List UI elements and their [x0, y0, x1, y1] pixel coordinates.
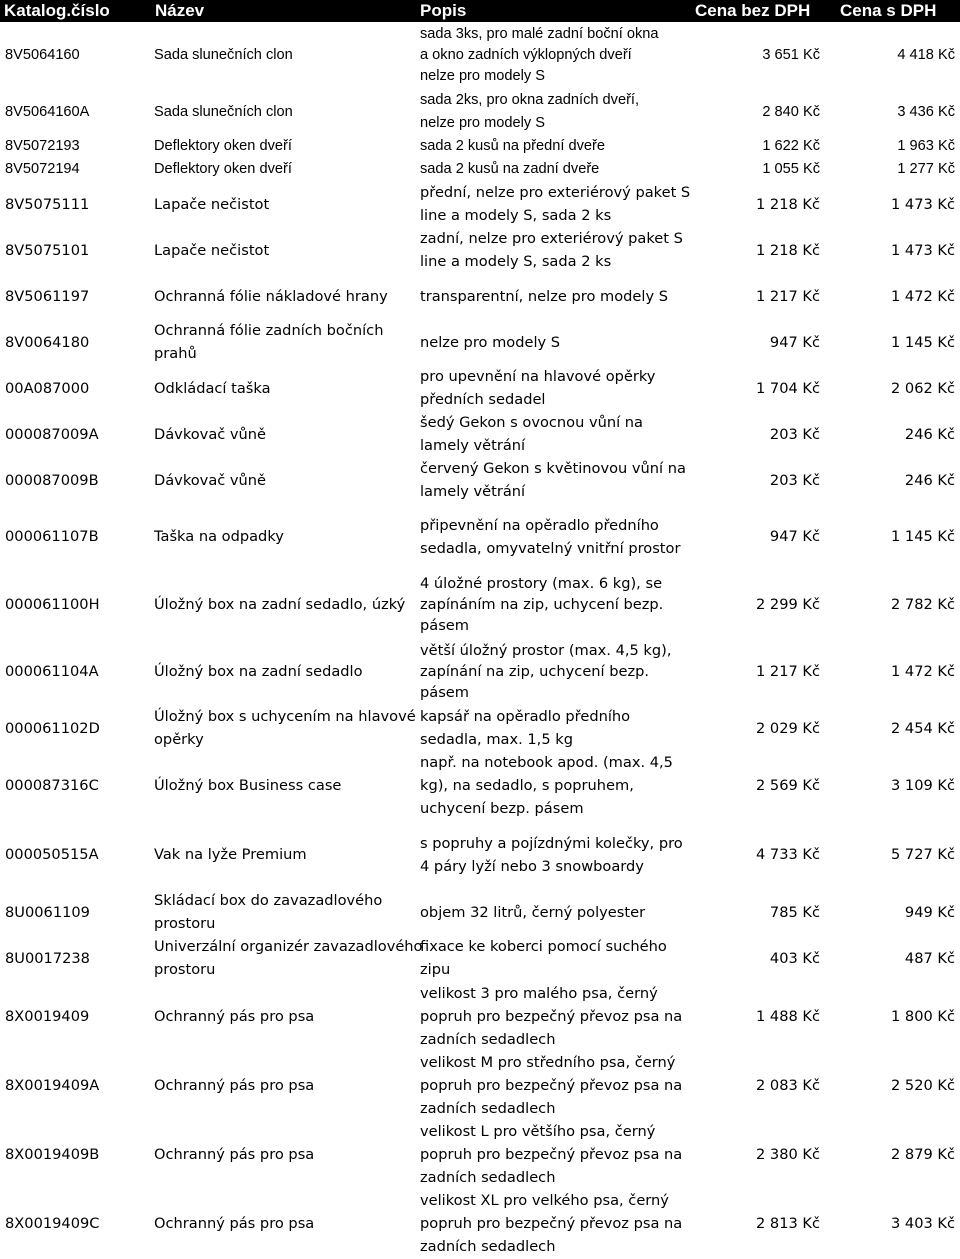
product-description	[420, 319, 682, 365]
price-with-vat	[830, 227, 955, 273]
product-name-line: Úložný box na zadní sedadlo, úzký	[154, 595, 406, 613]
price-with-vat	[830, 935, 955, 981]
product-description-line: zadní, nelze pro exteriérový paket S	[420, 230, 683, 247]
product-name	[154, 935, 423, 981]
product-name	[154, 89, 414, 135]
product-description-line: uchycení bezp. pásem	[420, 800, 584, 817]
table-row	[0, 1189, 960, 1258]
catalog-number	[5, 889, 150, 935]
product-name-line: Lapače nečistot	[154, 195, 270, 213]
price-with-vat-text: 1 277 Kč	[897, 160, 955, 177]
product-name	[154, 22, 414, 89]
product-description	[420, 1120, 682, 1189]
price-without-vat-text: 1 217 Kč	[755, 287, 820, 305]
product-description-line: fixace ke koberci pomocí suchého	[420, 938, 667, 955]
catalog-number	[5, 411, 150, 457]
product-name-line: Skládací box do zavazadlového	[154, 892, 383, 909]
price-with-vat-text: 4 418 Kč	[897, 47, 955, 63]
price-with-vat-text: 1 800 Kč	[890, 1008, 955, 1025]
product-name-line: opěrky	[154, 731, 204, 748]
price-with-vat	[830, 135, 955, 157]
product-name-line: Lapače nečistot	[154, 241, 270, 259]
table-row	[0, 751, 960, 820]
price-with-vat	[830, 411, 955, 457]
price-with-vat	[830, 503, 955, 570]
product-name-line: Ochranná fólie nákladové hrany	[154, 287, 388, 305]
product-description-line: 4 úložné prostory (max. 6 kg), se	[420, 574, 663, 592]
price-without-vat-text: 2 083 Kč	[755, 1077, 820, 1094]
product-name-line: Univerzální organizér zavazadlového	[154, 938, 423, 955]
product-description-line: sada 2ks, pro okna zadních dveří,	[420, 92, 640, 108]
catalog-number	[5, 982, 150, 1051]
catalog-number	[5, 158, 150, 180]
product-description-line: line a modely S, sada 2 ks	[420, 207, 612, 224]
price-with-vat-text: 949 Kč	[904, 903, 955, 921]
product-description-line: popruh pro bezpečný převoz psa na	[420, 1215, 683, 1232]
table-row	[0, 411, 960, 457]
price-without-vat	[690, 411, 820, 457]
product-name	[154, 1051, 414, 1120]
header-desc: Popis	[420, 1, 467, 20]
price-with-vat-text: 1 963 Kč	[897, 137, 955, 154]
price-without-vat-text: 2 299 Kč	[755, 595, 820, 613]
price-with-vat	[830, 158, 955, 180]
product-description-line: šedý Gekon s ovocnou vůní na	[420, 414, 644, 431]
catalog-number-text: 000061100H	[5, 595, 100, 613]
table-row	[0, 319, 960, 365]
price-with-vat	[830, 89, 955, 135]
catalog-number-text: 8X0019409B	[5, 1146, 100, 1163]
price-with-vat-text: 2 782 Kč	[890, 595, 955, 613]
table-row	[0, 503, 960, 570]
product-description-line: červený Gekon s květinovou vůní na	[420, 460, 686, 477]
product-description-line: kapsář na opěradlo předního	[420, 708, 631, 725]
price-without-vat	[690, 570, 820, 638]
product-description-line: sedadla, max. 1,5 kg	[420, 731, 573, 748]
product-description	[420, 705, 682, 751]
price-without-vat-text: 2 029 Kč	[755, 719, 820, 737]
price-with-vat	[830, 889, 955, 935]
product-name-line: Ochranný pás pro psa	[154, 1077, 315, 1094]
product-name	[154, 638, 414, 705]
product-name-line: Ochranná fólie zadních bočních	[154, 322, 384, 339]
catalog-number-text: 000061102D	[5, 719, 100, 737]
product-description	[420, 820, 682, 889]
catalog-number	[5, 89, 150, 135]
product-name-line: Sada slunečních clon	[154, 47, 293, 63]
price-with-vat	[830, 820, 955, 889]
product-description-line: sada 3ks, pro malé zadní boční okna	[420, 26, 659, 42]
catalog-number-text: 8V5064160A	[5, 103, 90, 120]
price-with-vat-text: 3 436 Kč	[897, 103, 955, 120]
product-description	[420, 158, 682, 180]
table-row	[0, 365, 960, 411]
header-name: Název	[155, 1, 205, 20]
catalog-number	[5, 319, 150, 365]
price-with-vat	[830, 705, 955, 751]
product-description-line: lamely větrání	[420, 483, 526, 500]
table-row	[0, 570, 960, 638]
price-with-vat	[830, 1051, 955, 1120]
price-without-vat-text: 4 733 Kč	[755, 846, 820, 863]
header-price: Cena bez DPH	[695, 1, 811, 20]
price-without-vat-text: 1 218 Kč	[755, 241, 820, 259]
table-row	[0, 22, 960, 89]
product-description-line: zadních sedadlech	[420, 1169, 556, 1186]
price-with-vat-text: 1 473 Kč	[890, 241, 955, 259]
price-with-vat-text: 487 Kč	[904, 949, 955, 967]
price-without-vat-text: 3 651 Kč	[762, 47, 820, 63]
catalog-number-text: 8V5075101	[5, 241, 90, 259]
price-without-vat	[690, 273, 820, 319]
catalog-number-text: 8V5072194	[5, 160, 80, 177]
product-description-line: lamely větrání	[420, 437, 526, 454]
header-price-vat: Cena s DPH	[840, 1, 937, 20]
product-name-line: Úložný box na zadní sedadlo	[154, 663, 363, 680]
product-name	[154, 135, 414, 157]
price-with-vat	[830, 273, 955, 319]
catalog-number-text: 8X0019409A	[5, 1077, 100, 1094]
product-description	[420, 89, 682, 135]
product-description-line: zapínáním na zip, uchycení bezp.	[420, 595, 664, 613]
catalog-number-text: 8V5061197	[5, 287, 90, 305]
price-without-vat-text: 1 704 Kč	[755, 379, 820, 397]
product-description	[420, 503, 682, 570]
catalog-number	[5, 820, 150, 889]
product-description-line: připevnění na opěradlo předního	[420, 516, 659, 534]
table-header	[0, 0, 960, 22]
price-without-vat-text: 203 Kč	[769, 471, 820, 489]
price-without-vat	[690, 705, 820, 751]
product-description	[420, 181, 691, 227]
price-without-vat	[690, 889, 820, 935]
product-description	[420, 135, 682, 157]
product-description-line: sada 2 kusů na přední dveře	[420, 137, 605, 154]
price-without-vat	[690, 227, 820, 273]
product-description	[420, 982, 682, 1051]
table-row	[0, 457, 960, 503]
price-with-vat-text: 246 Kč	[904, 425, 955, 443]
price-without-vat	[690, 503, 820, 570]
product-name	[154, 820, 414, 889]
table-row	[0, 935, 960, 981]
product-name-line: Úložný box s uchycením na hlavové	[154, 708, 416, 725]
price-with-vat-text: 1 472 Kč	[890, 287, 955, 305]
price-without-vat	[690, 365, 820, 411]
price-without-vat	[690, 638, 820, 705]
catalog-number-text: 8X0019409C	[5, 1215, 100, 1232]
catalog-number	[5, 751, 150, 820]
product-name	[154, 751, 414, 820]
price-with-vat	[830, 982, 955, 1051]
product-description-line: line a modely S, sada 2 ks	[420, 253, 612, 270]
catalog-number	[5, 227, 150, 273]
product-name	[154, 705, 414, 751]
price-without-vat-text: 403 Kč	[769, 949, 820, 967]
product-name	[154, 158, 414, 180]
price-with-vat-text: 5 727 Kč	[890, 846, 955, 863]
product-description-line: předních sedadel	[420, 391, 546, 408]
product-name-line: prahů	[154, 345, 197, 362]
catalog-number	[5, 1189, 150, 1258]
price-without-vat-text: 785 Kč	[769, 903, 820, 921]
catalog-number	[5, 135, 150, 157]
product-description-line: pásem	[420, 616, 470, 634]
product-description-line: velikost 3 pro malého psa, černý	[420, 985, 658, 1002]
price-with-vat-text: 1 145 Kč	[890, 333, 955, 351]
product-name-line: Dávkovač vůně	[154, 471, 267, 489]
product-description	[420, 22, 682, 89]
product-description-line: sada 2 kusů na zadní dveře	[420, 160, 600, 177]
table-row	[0, 158, 960, 180]
product-description	[420, 1189, 682, 1258]
price-without-vat	[690, 1051, 820, 1120]
product-name	[154, 457, 414, 503]
product-description-line: sedadla, omyvatelný vnitřní prostor	[420, 539, 681, 557]
product-name-line: Taška na odpadky	[154, 528, 284, 545]
price-with-vat	[830, 751, 955, 820]
price-without-vat-text: 947 Kč	[769, 528, 820, 545]
catalog-number-text: 000087009A	[5, 425, 99, 443]
product-description	[420, 227, 682, 273]
catalog-number	[5, 705, 150, 751]
product-name	[154, 982, 414, 1051]
price-without-vat	[690, 22, 820, 89]
price-without-vat	[690, 751, 820, 820]
price-without-vat	[690, 1189, 820, 1258]
price-with-vat-text: 2 062 Kč	[890, 379, 955, 397]
table-row	[0, 273, 960, 319]
product-description-line: zadních sedadlech	[420, 1031, 556, 1048]
product-description-line: zipu	[420, 961, 451, 978]
product-description-line: 4 páry lyží nebo 3 snowboardy	[420, 857, 644, 875]
price-with-vat	[830, 181, 955, 227]
catalog-number-text: 00A087000	[5, 379, 90, 397]
product-name	[154, 1189, 414, 1258]
product-name-line: Ochranný pás pro psa	[154, 1146, 315, 1163]
catalog-number	[5, 570, 150, 638]
catalog-number-text: 000087009B	[5, 471, 99, 489]
price-with-vat	[830, 319, 955, 365]
table-row	[0, 89, 960, 135]
product-name	[154, 319, 414, 365]
price-without-vat-text: 1 218 Kč	[755, 195, 820, 213]
catalog-number-text: 000061104A	[5, 663, 99, 680]
catalog-number-text: 8U0017238	[5, 949, 90, 967]
product-description-line: zadních sedadlech	[420, 1238, 556, 1255]
product-name	[154, 889, 414, 935]
product-name	[154, 273, 414, 319]
product-description-line: např. na notebook apod. (max. 4,5	[420, 754, 673, 771]
price-with-vat-text: 2 520 Kč	[890, 1077, 955, 1094]
catalog-number-text: 000061107B	[5, 528, 99, 545]
price-with-vat-text: 1 145 Kč	[890, 528, 955, 545]
table-row	[0, 1051, 960, 1120]
product-description-line: přední, nelze pro exteriérový paket S	[420, 184, 691, 201]
price-without-vat-text: 2 840 Kč	[762, 103, 820, 120]
table-row	[0, 227, 960, 273]
product-description	[420, 411, 682, 457]
product-name	[154, 411, 414, 457]
table-row	[0, 1120, 960, 1189]
price-without-vat	[690, 457, 820, 503]
table-row	[0, 820, 960, 889]
product-name	[154, 1120, 414, 1189]
price-without-vat-text: 2 380 Kč	[755, 1146, 820, 1163]
price-without-vat-text: 1 622 Kč	[762, 137, 820, 154]
product-name	[154, 503, 414, 570]
product-description-line: popruh pro bezpečný převoz psa na	[420, 1077, 683, 1094]
product-name	[154, 227, 414, 273]
product-description	[420, 1051, 682, 1120]
catalog-number-text: 000050515A	[5, 846, 99, 863]
table-row	[0, 638, 960, 705]
product-name-line: prostoru	[154, 915, 216, 932]
price-without-vat	[690, 89, 820, 135]
catalog-number	[5, 1120, 150, 1189]
price-with-vat-text: 1 473 Kč	[890, 195, 955, 213]
product-description-line: s popruhy a pojízdnými kolečky, pro	[420, 834, 683, 852]
price-with-vat-text: 3 109 Kč	[890, 777, 955, 794]
table-row	[0, 889, 960, 935]
price-without-vat	[690, 820, 820, 889]
price-without-vat-text: 2 813 Kč	[755, 1215, 820, 1232]
product-description-line: nelze pro modely S	[420, 333, 561, 351]
product-description	[420, 570, 682, 638]
price-with-vat	[830, 457, 955, 503]
catalog-number	[5, 457, 150, 503]
price-with-vat	[830, 365, 955, 411]
price-without-vat	[690, 1120, 820, 1189]
price-without-vat-text: 2 569 Kč	[755, 777, 820, 794]
price-without-vat	[690, 935, 820, 981]
product-name-line: Sada slunečních clon	[154, 103, 293, 120]
price-with-vat-text: 3 403 Kč	[890, 1215, 955, 1232]
price-without-vat	[690, 158, 820, 180]
price-without-vat	[690, 181, 820, 227]
product-name	[154, 570, 414, 638]
price-without-vat-text: 1 488 Kč	[755, 1008, 820, 1025]
product-description-line: pro upevnění na hlavové opěrky	[420, 368, 656, 385]
product-name-line: Úložný box Business case	[154, 777, 342, 794]
price-without-vat-text: 1 217 Kč	[755, 663, 820, 680]
product-name-line: Deflektory oken dveří	[154, 160, 292, 177]
product-name-line: Ochranný pás pro psa	[154, 1215, 315, 1232]
header-code: Katalog.číslo	[4, 1, 110, 20]
price-without-vat	[690, 319, 820, 365]
product-description-line: pásem	[420, 684, 470, 701]
table-row	[0, 135, 960, 157]
product-description-line: větší úložný prostor (max. 4,5 kg),	[420, 642, 672, 659]
price-with-vat	[830, 638, 955, 705]
catalog-number-text: 8V0064180	[5, 333, 90, 351]
product-name-line: Dávkovač vůně	[154, 425, 267, 443]
product-name-line: Odkládací taška	[154, 379, 271, 397]
product-description-line: velikost XL pro velkého psa, černý	[420, 1192, 669, 1209]
product-description	[420, 889, 682, 935]
catalog-number-text: 8V5075111	[5, 195, 90, 213]
product-name	[154, 365, 414, 411]
product-description-line: popruh pro bezpečný převoz psa na	[420, 1008, 683, 1025]
catalog-number	[5, 638, 150, 705]
product-name-line: Vak na lyže Premium	[154, 846, 307, 863]
price-with-vat	[830, 570, 955, 638]
product-name-line: Ochranný pás pro psa	[154, 1008, 315, 1025]
product-description-line: zapínání na zip, uchycení bezp.	[420, 663, 650, 680]
catalog-number-text: 8V5072193	[5, 137, 80, 154]
product-description	[420, 273, 682, 319]
product-description-line: kg), na sedadlo, s popruhem,	[420, 777, 634, 794]
product-description-line: zadních sedadlech	[420, 1100, 556, 1117]
price-without-vat	[690, 135, 820, 157]
product-name-line: prostoru	[154, 961, 216, 978]
price-without-vat-text: 1 055 Kč	[762, 160, 820, 177]
product-description	[420, 935, 682, 981]
table-row	[0, 181, 960, 227]
price-with-vat-text: 2 454 Kč	[890, 719, 955, 737]
price-without-vat-text: 947 Kč	[769, 333, 820, 351]
price-with-vat-text: 2 879 Kč	[890, 1146, 955, 1163]
product-description-line: popruh pro bezpečný převoz psa na	[420, 1146, 683, 1163]
product-description-line: transparentní, nelze pro modely S	[420, 287, 668, 305]
catalog-number	[5, 22, 150, 89]
product-description-line: velikost L pro většího psa, černý	[420, 1123, 656, 1140]
catalog-number	[5, 273, 150, 319]
table-row	[0, 705, 960, 751]
product-description-line: objem 32 litrů, černý polyester	[420, 903, 646, 921]
product-description-line: nelze pro modely S	[420, 68, 545, 84]
product-description-line: velikost M pro středního psa, černý	[420, 1054, 676, 1071]
catalog-number	[5, 365, 150, 411]
price-with-vat	[830, 1189, 955, 1258]
product-description-line: nelze pro modely S	[420, 115, 545, 131]
catalog-number	[5, 181, 150, 227]
catalog-number-text: 8V5064160	[5, 47, 80, 63]
catalog-number-text: 8X0019409	[5, 1008, 90, 1025]
product-description-line: a okno zadních výklopných dveří	[420, 47, 632, 63]
catalog-number	[5, 503, 150, 570]
catalog-number-text: 000087316C	[5, 777, 99, 794]
product-description	[420, 457, 686, 503]
catalog-number	[5, 1051, 150, 1120]
price-with-vat	[830, 1120, 955, 1189]
price-without-vat	[690, 982, 820, 1051]
product-description	[420, 365, 682, 411]
catalog-number	[5, 935, 150, 981]
catalog-number-text: 8U0061109	[5, 903, 90, 921]
product-description	[420, 751, 682, 820]
price-with-vat-text: 246 Kč	[904, 471, 955, 489]
price-with-vat-text: 1 472 Kč	[890, 663, 955, 680]
price-with-vat	[830, 22, 955, 89]
table-row	[0, 982, 960, 1051]
product-name-line: Deflektory oken dveří	[154, 137, 292, 154]
product-description	[420, 638, 682, 705]
price-without-vat-text: 203 Kč	[769, 425, 820, 443]
product-name	[154, 181, 414, 227]
